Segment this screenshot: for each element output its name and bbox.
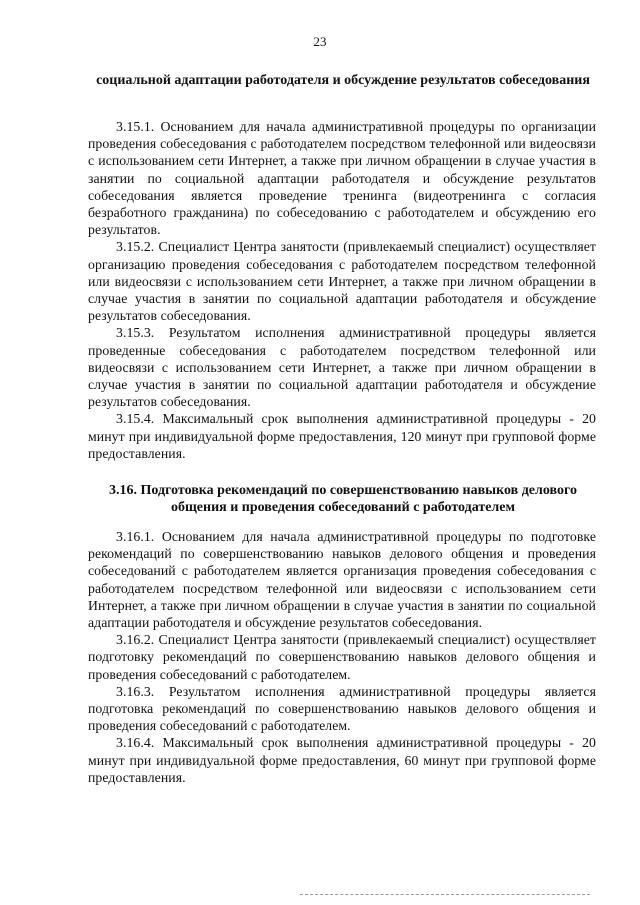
page-number: 23 bbox=[313, 34, 327, 49]
paragraph-3-15-1: 3.15.1. Основанием для начала административной процедуры по организации проведения собеседования с работодателем посредством телефонной или видеосвязи с использованием сети Интернет, а также при личном обращении в случае участия в занятии по социальной адаптации работодателя и обсуждение результатов собеседования является проведение тренинга (видеотренинга с согласия безработного гражданина) по собеседованию с работодателем и обсуждению его результатов. bbox=[88, 119, 596, 238]
paragraph-3-16-3: 3.16.3. Результатом исполнения административной процедуры является подготовка рекомендаций по совершенствованию навыков делового общения и проведения собеседований с работодателем. bbox=[88, 683, 596, 734]
paragraph-3-16-1: 3.16.1. Основанием для начала административной процедуры по подготовке рекомендаций по совершенствованию навыков делового общения и проведения собеседований с работодателем является организация проведения собеседования с работодателем посредством телефонной или видеосвязи с использованием сети Интернет, а также при личном обращении в случае участия в занятии по социальной адаптации работодателя и обсуждение результатов собеседования. bbox=[88, 529, 596, 631]
paragraph-3-15-3: 3.15.3. Результатом исполнения административной процедуры является проведенные собеседования с работодателем посредством телефонной или видеосвязи с использованием сети Интернет, а также при личном обращении в случае участия в занятии по социальной адаптации работодателя и обсуждение результатов собеседования. bbox=[88, 325, 596, 410]
section-16-heading: 3.16. Подготовка рекомендаций по совершенствованию навыков делового общения и проведения собеседований с работодателем bbox=[109, 483, 577, 515]
section-15-heading-continuation: социальной адаптации работодателя и обсуждение результатов собеседования bbox=[96, 73, 590, 88]
paragraph-3-15-4: 3.15.4. Максимальный срок выполнения административной процедуры - 20 минут при индивидуальной форме предоставления, 120 минут при групповой форме предоставления. bbox=[88, 411, 596, 461]
paragraph-3-16-2: 3.16.2. Специалист Центра занятости (привлекаемый специалист) осуществляет подготовку рекомендаций по совершенствованию навыков делового общения и проведения собеседований с работодателем. bbox=[88, 632, 596, 682]
section-16-body bbox=[88, 528, 596, 786]
paragraph-3-16-4: 3.16.4. Максимальный срок выполнения административной процедуры - 20 минут при индивидуальной форме предоставления, 60 минут при групповой форме предоставления. bbox=[88, 735, 596, 785]
paragraph-3-15-2: 3.15.2. Специалист Центра занятости (привлекаемый специалист) осуществляет организацию проведения собеседования с работодателем посредством телефонной или видеосвязи с использованием сети Интернет, а также при личном обращении в случае участия в занятии по социальной адаптации работодателя и обсуждение результатов собеседования. bbox=[88, 239, 596, 324]
footer-scan-line bbox=[300, 894, 590, 895]
section-15-body bbox=[88, 118, 596, 462]
